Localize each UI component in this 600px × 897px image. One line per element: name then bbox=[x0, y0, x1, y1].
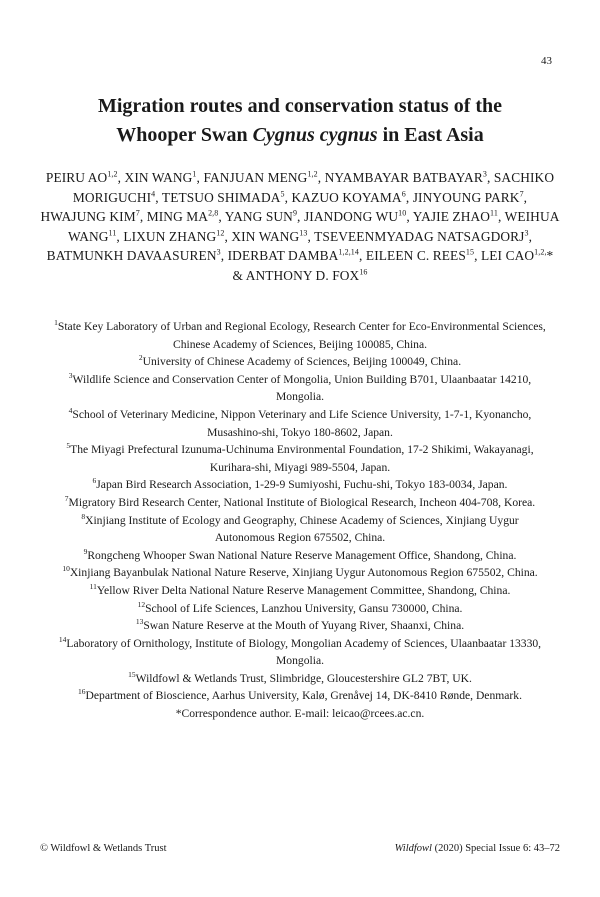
author-list bbox=[40, 168, 560, 285]
author-separator: , bbox=[486, 170, 494, 185]
affiliation-number: 8 bbox=[81, 511, 86, 521]
affiliation-number: 14 bbox=[58, 634, 67, 644]
affiliation bbox=[52, 371, 548, 406]
affiliation bbox=[52, 670, 548, 688]
author-separator: , bbox=[116, 228, 124, 244]
author-separator: , bbox=[523, 189, 528, 205]
affiliation-number: 6 bbox=[92, 476, 97, 486]
affiliation-number: 13 bbox=[135, 617, 144, 627]
author bbox=[246, 268, 368, 283]
author-separator: , bbox=[117, 170, 125, 185]
author-name: BATMUNKH DAVAASUREN bbox=[46, 248, 217, 263]
title-line-1: Migration routes and conservation status of the bbox=[97, 95, 503, 117]
author-separator: * & bbox=[232, 248, 554, 283]
author-separator: , bbox=[224, 228, 232, 244]
affiliation-text: State Key Laboratory of Urban and Regional Ecology, Research Center for Eco-Environmental Sciences, Chinese Academy of Sciences, Beijing 100085, China. bbox=[57, 320, 546, 351]
author-affiliation-marker: 4 bbox=[151, 189, 156, 199]
author-affiliation-marker: 5 bbox=[280, 189, 285, 199]
author bbox=[325, 170, 494, 185]
author-separator: , bbox=[405, 189, 413, 205]
author-affiliation-marker: 3 bbox=[524, 228, 529, 238]
author bbox=[228, 248, 366, 263]
author-affiliation-marker: 10 bbox=[398, 208, 407, 218]
author bbox=[147, 209, 225, 224]
author-affiliation-marker: 9 bbox=[292, 208, 298, 218]
author bbox=[231, 229, 314, 244]
affiliation bbox=[52, 353, 548, 371]
author bbox=[41, 209, 147, 224]
author-separator: , bbox=[307, 228, 315, 244]
affiliation-text: Swan Nature Reserve at the Mouth of Yuyang River, Shaanxi, China. bbox=[143, 619, 465, 633]
correspondence-note: *Correspondence author. E-mail: leicao@rcees.ac.cn. bbox=[175, 707, 425, 721]
author-affiliation-marker: 6 bbox=[401, 189, 406, 199]
affiliation-list bbox=[52, 318, 548, 723]
author-separator: , bbox=[528, 228, 533, 244]
affiliation-text: Laboratory of Ornithology, Institute of Biology, Mongolian Academy of Sciences, Ulaanbaatar 13330, Mongolia. bbox=[66, 636, 542, 668]
affiliation bbox=[52, 494, 548, 512]
affiliation-number: 10 bbox=[62, 564, 70, 574]
author-separator: , bbox=[497, 209, 505, 224]
journal-name: Wildfowl bbox=[394, 843, 432, 854]
author-affiliation-marker: 13 bbox=[299, 228, 308, 238]
author bbox=[292, 190, 413, 205]
author bbox=[413, 190, 527, 205]
author bbox=[125, 170, 204, 185]
author-affiliation-marker: 3 bbox=[482, 169, 487, 179]
author-name: WEIHUA WANG bbox=[67, 209, 560, 244]
affiliation-text: Xinjiang Bayanbulak National Nature Reserve, Xinjiang Uygur Autonomous Region 675502, China. bbox=[69, 566, 538, 580]
author-name: MING MA bbox=[146, 209, 209, 224]
author-name: LIXUN ZHANG bbox=[123, 228, 217, 244]
affiliation bbox=[52, 441, 548, 476]
affiliation-number: 3 bbox=[68, 370, 73, 380]
affiliation bbox=[52, 512, 548, 547]
species-name: Cygnus cygnus bbox=[252, 124, 378, 146]
author-affiliation-marker: 1,2 bbox=[307, 169, 318, 179]
copyright-notice: © Wildfowl & Wetlands Trust bbox=[40, 843, 167, 854]
affiliation-number: 4 bbox=[68, 406, 73, 416]
page-number: 43 bbox=[541, 55, 552, 67]
author-affiliation-marker: 16 bbox=[359, 267, 368, 277]
author-affiliation-marker: 12 bbox=[216, 228, 225, 238]
author-separator: , bbox=[284, 189, 292, 205]
author bbox=[304, 209, 413, 224]
affiliation-text: School of Life Sciences, Lanzhou University, Gansu 730000, China. bbox=[145, 601, 463, 615]
affiliation bbox=[52, 687, 548, 705]
author-separator: , bbox=[220, 248, 228, 263]
journal-issue: (2020) Special Issue 6: 43–72 bbox=[431, 843, 560, 854]
author-name: PEIRU AO bbox=[45, 170, 108, 185]
author-name: TETSUO SHIMADA bbox=[161, 189, 281, 205]
affiliation-text: School of Veterinary Medicine, Nippon Veterinary and Life Science University, 1-7-1, Kyonancho, Musashino-shi, Tokyo 180-8602, Japan. bbox=[72, 407, 532, 439]
author-affiliation-marker: 11 bbox=[490, 208, 498, 218]
affiliation-text: Japan Bird Research Association, 1-29-9 Sumiyoshi, Fuchu-shi, Tokyo 183-0034, Japan. bbox=[96, 478, 508, 492]
affiliation-text: The Miyagi Prefectural Izunuma-Uchinuma Environmental Foundation, 17-2 Shikimi, Wakayanagi, Kurihara-shi, Miyagi 989-5504, Japan. bbox=[70, 443, 534, 474]
author-name: JINYOUNG PARK bbox=[412, 189, 520, 205]
author-name: YANG SUN bbox=[224, 209, 293, 224]
author-name: XIN WANG bbox=[231, 228, 300, 244]
affiliation-number: 1 bbox=[54, 318, 58, 328]
author-affiliation-marker: 11 bbox=[108, 228, 117, 238]
affiliation-number: 11 bbox=[89, 582, 97, 592]
author-affiliation-marker: 7 bbox=[519, 189, 524, 199]
affiliation-number: 16 bbox=[78, 687, 86, 697]
author-name: ANTHONY D. FOX bbox=[245, 267, 360, 283]
author-name: EILEEN C. REES bbox=[365, 248, 466, 263]
author-affiliation-marker: 7 bbox=[135, 208, 140, 218]
author-separator: , bbox=[155, 189, 162, 205]
affiliation-text: Yellow River Delta National Nature Reserve Management Committee, Shandong, China. bbox=[96, 583, 511, 597]
affiliation bbox=[52, 318, 548, 353]
affiliation-number: 12 bbox=[137, 599, 146, 609]
affiliation-number: 7 bbox=[64, 494, 69, 504]
author bbox=[413, 209, 505, 224]
title-line-2-prefix: Whooper Swan bbox=[116, 124, 253, 146]
affiliation bbox=[52, 582, 548, 600]
author-name: NYAMBAYAR BATBAYAR bbox=[324, 170, 483, 185]
author-affiliation-marker: 15 bbox=[465, 247, 475, 257]
affiliation-text: Wildlife Science and Conservation Center of Mongolia, Union Building B701, Ulaanbaatar 14210, Mongolia. bbox=[72, 372, 532, 404]
affiliation bbox=[52, 406, 548, 441]
author bbox=[162, 190, 292, 205]
author-affiliation-marker: 3 bbox=[216, 247, 221, 257]
author bbox=[46, 170, 125, 185]
author-name: HWAJUNG KIM bbox=[40, 209, 136, 224]
author-separator: , bbox=[139, 209, 147, 224]
author-affiliation-marker: 1,2, bbox=[534, 247, 547, 257]
author-separator: , bbox=[196, 170, 204, 185]
author-name: JIANDONG WU bbox=[303, 209, 399, 224]
author-separator: , bbox=[317, 170, 325, 185]
author-affiliation-marker: 1 bbox=[192, 169, 197, 179]
affiliation-text: Department of Bioscience, Aarhus University, Kalø, Grenåvej 14, DK-8410 Rønde, Denmark. bbox=[85, 689, 522, 703]
author-separator: , bbox=[297, 209, 304, 224]
affiliation bbox=[52, 564, 548, 582]
affiliation-text: Xinjiang Institute of Ecology and Geography, Chinese Academy of Sciences, Xinjiang Uygur Autonomous Region 675502, China. bbox=[85, 513, 519, 545]
author bbox=[366, 248, 481, 263]
journal-citation bbox=[395, 843, 560, 854]
affiliation-text: University of Chinese Academy of Sciences, Beijing 100049, China. bbox=[142, 355, 462, 369]
affiliation bbox=[52, 547, 548, 565]
author-separator: , bbox=[474, 248, 481, 263]
author-name: KAZUO KOYAMA bbox=[291, 189, 402, 205]
author-name: IDERBAT DAMBA bbox=[227, 248, 339, 263]
affiliation bbox=[52, 600, 548, 618]
author-affiliation-marker: 1,2 bbox=[107, 169, 118, 179]
author bbox=[47, 248, 228, 263]
affiliation bbox=[52, 476, 548, 494]
author bbox=[123, 229, 231, 244]
affiliation bbox=[52, 635, 548, 670]
author-separator: , bbox=[406, 209, 413, 224]
author-name: YAJIE ZHAO bbox=[412, 209, 491, 224]
author-name: LEI CAO bbox=[481, 248, 535, 263]
author-affiliation-marker: 1,2,14 bbox=[338, 247, 360, 257]
author bbox=[203, 170, 324, 185]
article-title bbox=[40, 92, 560, 150]
title-line-2-suffix: in East Asia bbox=[377, 124, 484, 146]
author-separator: , bbox=[359, 248, 366, 263]
affiliation-number: 9 bbox=[83, 546, 88, 556]
author-name: SACHIKO MORIGUCHI bbox=[72, 170, 555, 205]
author-affiliation-marker: 2,8 bbox=[208, 208, 219, 218]
author bbox=[314, 229, 532, 244]
affiliation-text: Wildfowl & Wetlands Trust, Slimbridge, Gloucestershire GL2 7BT, UK. bbox=[135, 671, 472, 685]
affiliation-text: Migratory Bird Research Center, National Institute of Biological Research, Incheon 404-708, Korea. bbox=[68, 495, 536, 509]
author-name: TSEVEENMYADAG NATSAGDORJ bbox=[314, 228, 525, 244]
author-name: XIN WANG bbox=[124, 170, 193, 185]
affiliation-number: 15 bbox=[128, 670, 136, 680]
author-name: FANJUAN MENG bbox=[203, 170, 308, 185]
affiliation bbox=[52, 617, 548, 635]
author-separator: , bbox=[218, 209, 225, 224]
affiliation-number: 2 bbox=[138, 353, 143, 363]
affiliation-number: 5 bbox=[66, 441, 71, 451]
affiliation-text: Rongcheng Whooper Swan National Nature Reserve Management Office, Shandong, China. bbox=[87, 548, 517, 562]
author bbox=[225, 209, 304, 224]
